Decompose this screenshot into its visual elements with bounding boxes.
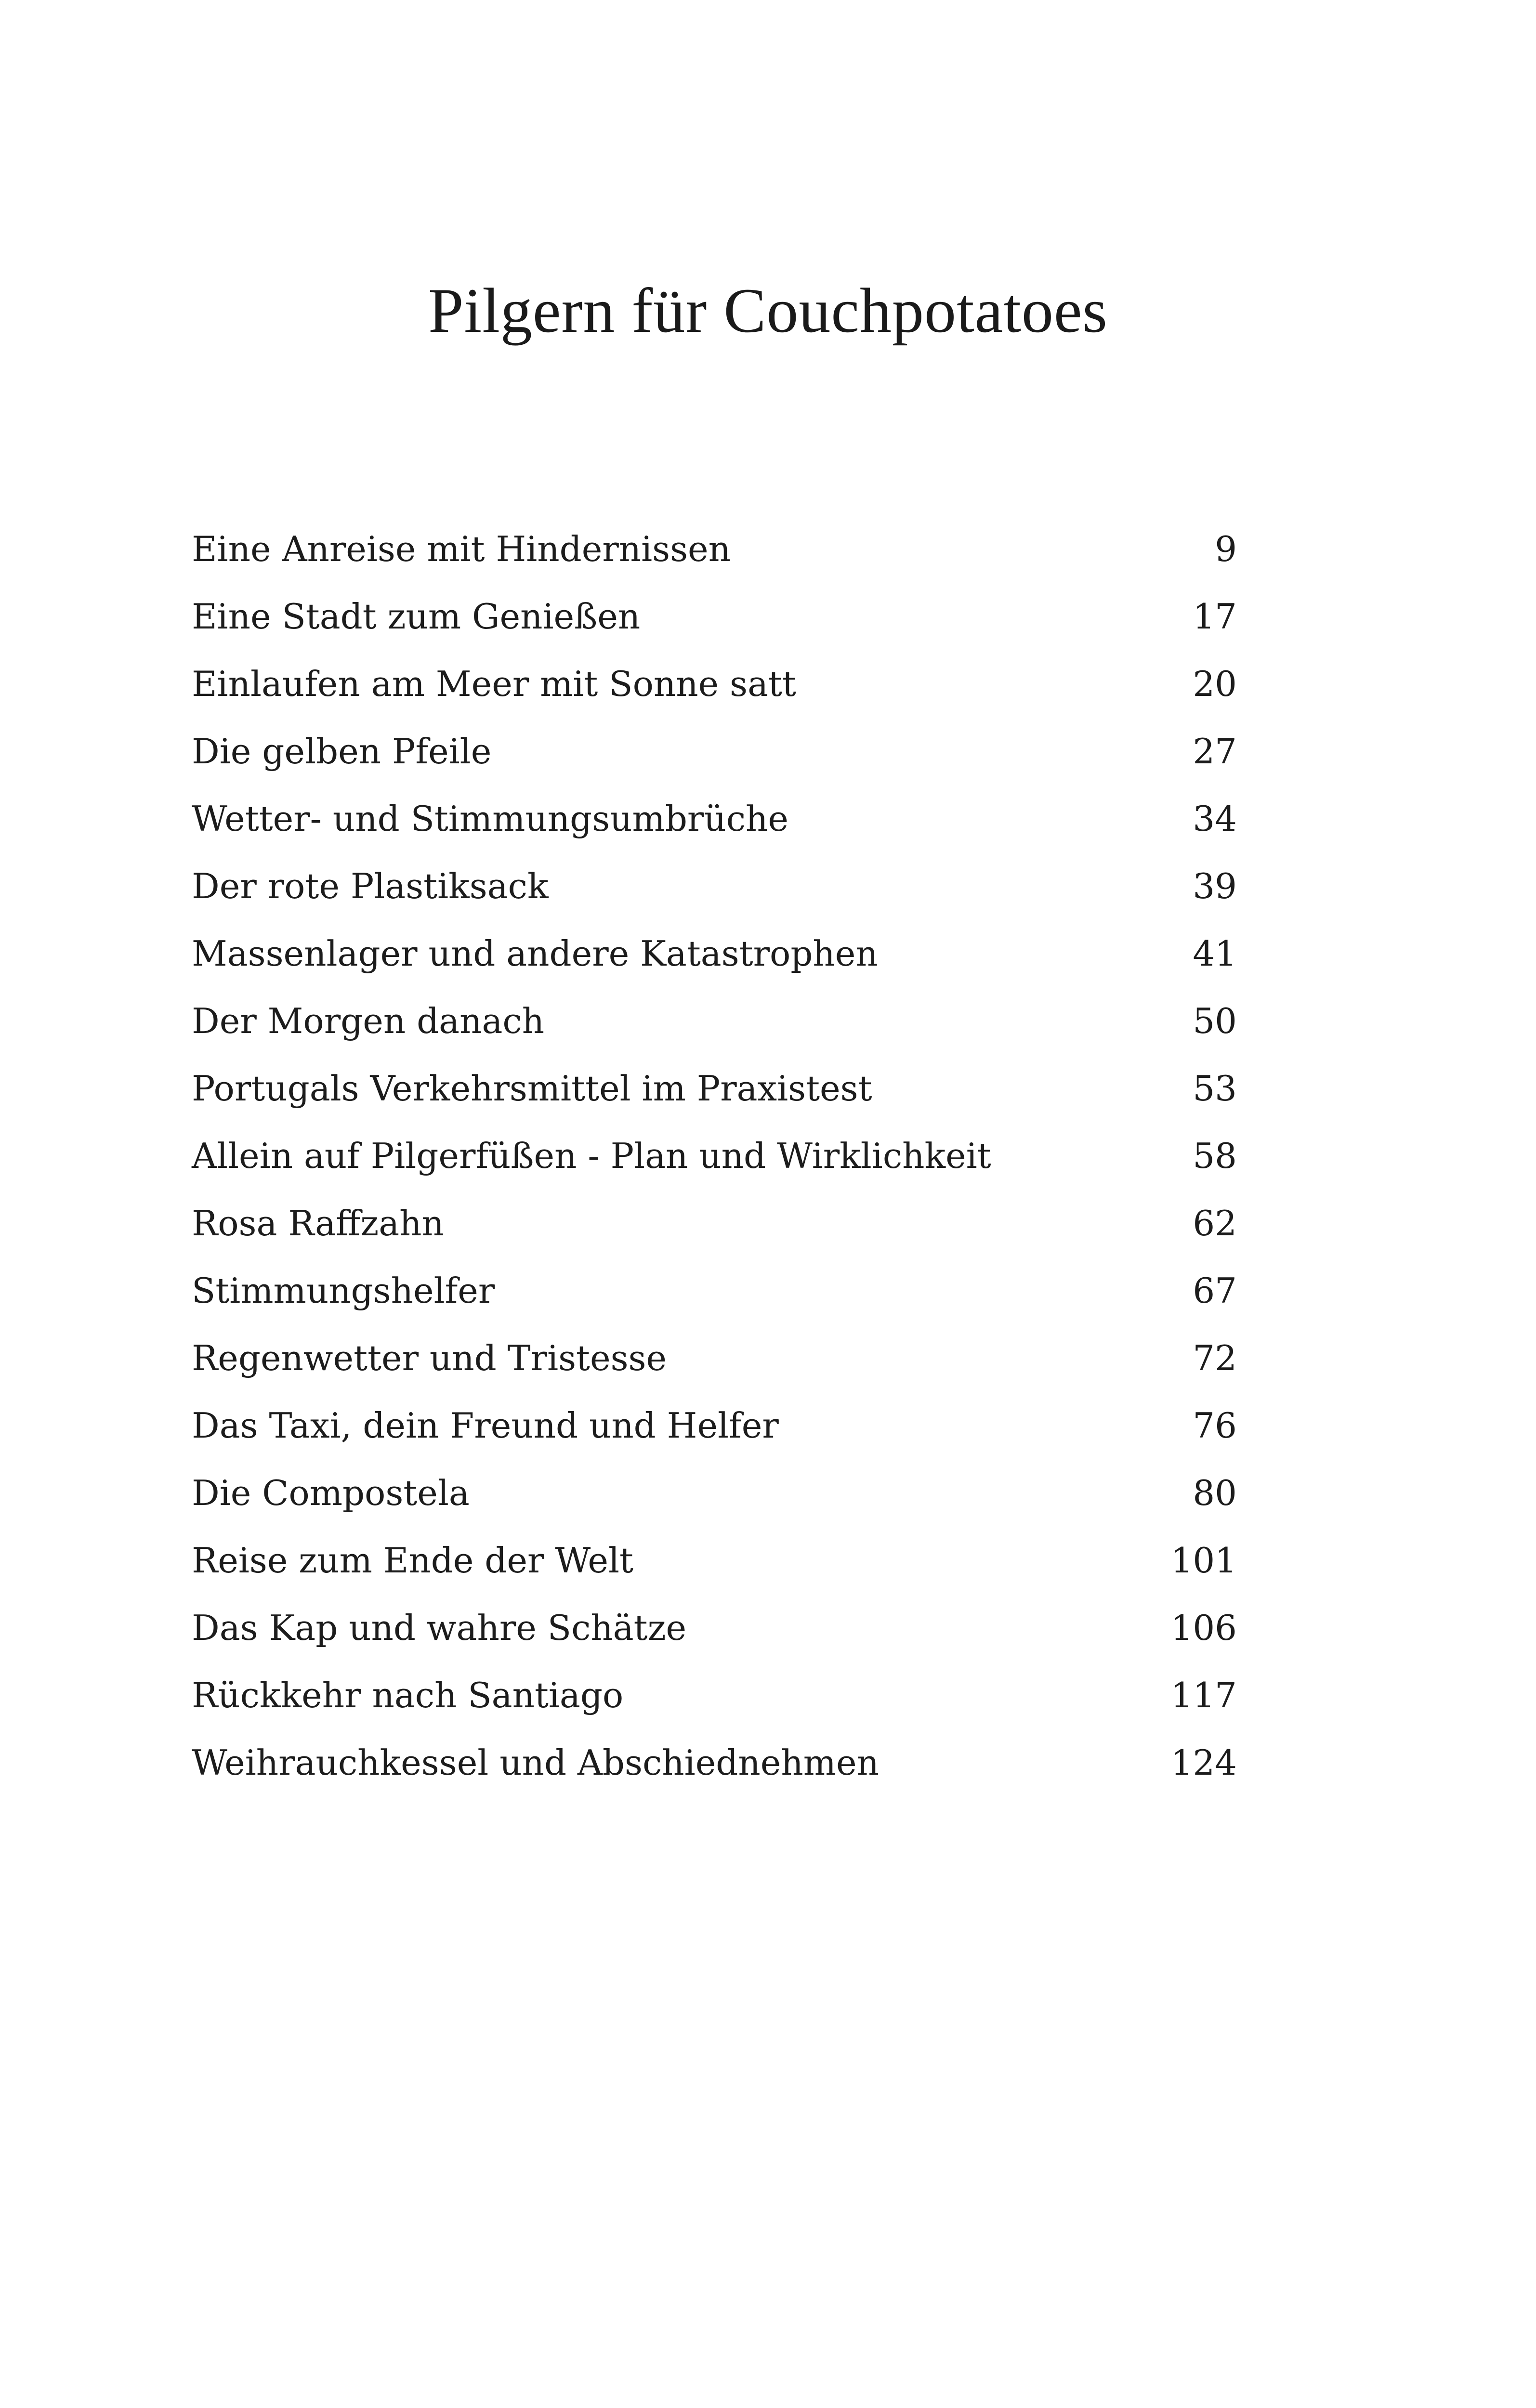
toc-entry-page-number: 53 bbox=[1193, 1068, 1237, 1109]
toc-entry bbox=[192, 1729, 1237, 1796]
toc-entry-title: Der rote Plastiksack bbox=[192, 866, 549, 906]
toc-entry-page-number: 27 bbox=[1193, 731, 1237, 772]
toc-entry bbox=[192, 1190, 1237, 1257]
toc-entry-page-number: 62 bbox=[1193, 1203, 1237, 1243]
toc-entry-page-number: 72 bbox=[1193, 1338, 1237, 1378]
toc-entry-page-number: 20 bbox=[1193, 664, 1237, 704]
toc-entry-title: Einlaufen am Meer mit Sonne satt bbox=[192, 664, 796, 704]
toc-entry-title: Regenwetter und Tristesse bbox=[192, 1338, 667, 1378]
toc-entry-title: Die Compostela bbox=[192, 1473, 470, 1513]
toc-entry-title: Das Taxi, dein Freund und Helfer bbox=[192, 1405, 779, 1446]
toc-entry-page-number: 34 bbox=[1193, 798, 1237, 839]
toc-entry bbox=[192, 920, 1237, 987]
toc-entry-title: Allein auf Pilgerfüßen - Plan und Wirklichkeit bbox=[192, 1136, 991, 1176]
toc-entry bbox=[192, 1122, 1237, 1190]
toc-entry bbox=[192, 583, 1237, 650]
toc-entry bbox=[192, 1324, 1237, 1392]
toc-entry-page-number: 124 bbox=[1170, 1742, 1237, 1783]
toc-entry-page-number: 9 bbox=[1215, 529, 1237, 569]
toc-entry bbox=[192, 718, 1237, 785]
toc-entry-title: Eine Stadt zum Genießen bbox=[192, 596, 641, 637]
toc-entry bbox=[192, 852, 1237, 920]
toc-entry-page-number: 58 bbox=[1193, 1136, 1237, 1176]
toc-entry-page-number: 101 bbox=[1170, 1540, 1237, 1581]
toc-entry-title: Weihrauchkessel und Abschiednehmen bbox=[192, 1742, 879, 1783]
toc-entry bbox=[192, 1527, 1237, 1594]
toc-entry bbox=[192, 650, 1237, 718]
toc-entry-title: Massenlager und andere Katastrophen bbox=[192, 933, 878, 974]
toc-entry-title: Eine Anreise mit Hindernissen bbox=[192, 529, 731, 569]
toc-entry-page-number: 41 bbox=[1193, 933, 1237, 974]
toc-entry-title: Rosa Raffzahn bbox=[192, 1203, 444, 1243]
toc-entry-page-number: 50 bbox=[1193, 1001, 1237, 1041]
toc-entry-page-number: 80 bbox=[1193, 1473, 1237, 1513]
book-title: Pilgern für Couchpotatoes bbox=[428, 275, 1108, 346]
table-of-contents bbox=[192, 515, 1237, 1796]
toc-entry-title: Der Morgen danach bbox=[192, 1001, 545, 1041]
toc-entry-page-number: 67 bbox=[1193, 1270, 1237, 1311]
toc-entry-title: Reise zum Ende der Welt bbox=[192, 1540, 633, 1581]
toc-entry bbox=[192, 1662, 1237, 1729]
toc-entry bbox=[192, 515, 1237, 583]
toc-entry-page-number: 39 bbox=[1193, 866, 1237, 906]
toc-entry bbox=[192, 785, 1237, 852]
toc-entry bbox=[192, 1055, 1237, 1122]
toc-entry bbox=[192, 1392, 1237, 1459]
toc-entry-title: Rückkehr nach Santiago bbox=[192, 1675, 624, 1715]
toc-entry bbox=[192, 1594, 1237, 1662]
toc-entry-page-number: 106 bbox=[1170, 1608, 1237, 1648]
toc-entry-title: Portugals Verkehrsmittel im Praxistest bbox=[192, 1068, 872, 1109]
toc-entry-title: Wetter- und Stimmungsumbrüche bbox=[192, 798, 789, 839]
toc-entry-title: Stimmungshelfer bbox=[192, 1270, 495, 1311]
toc-entry bbox=[192, 1459, 1237, 1527]
toc-entry-page-number: 17 bbox=[1193, 596, 1237, 637]
toc-entry-page-number: 76 bbox=[1193, 1405, 1237, 1446]
toc-entry bbox=[192, 987, 1237, 1055]
toc-entry-page-number: 117 bbox=[1170, 1675, 1237, 1715]
toc-entry bbox=[192, 1257, 1237, 1324]
toc-entry-title: Die gelben Pfeile bbox=[192, 731, 492, 772]
toc-entry-title: Das Kap und wahre Schätze bbox=[192, 1608, 687, 1648]
